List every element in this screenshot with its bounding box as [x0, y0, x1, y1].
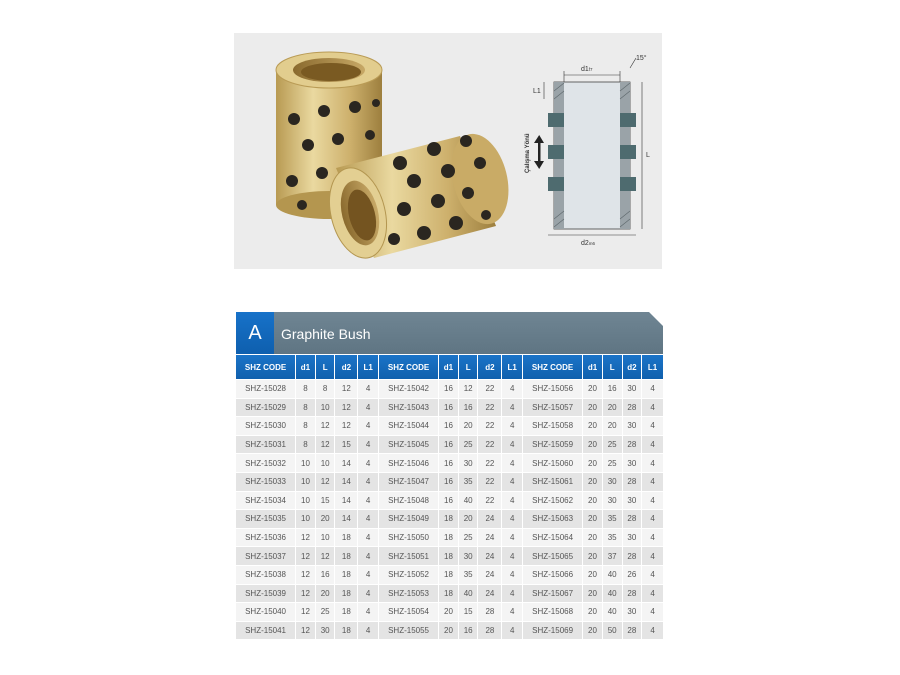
table-cell: 4 — [502, 621, 523, 640]
table-cell: 28 — [623, 509, 643, 528]
table-cell: 30 — [623, 491, 643, 510]
table-cell: 28 — [478, 602, 502, 621]
table-cell: 18 — [439, 584, 459, 603]
table-cell: 28 — [623, 472, 643, 491]
table-cell: 8 — [296, 416, 316, 435]
table-cell: 25 — [603, 453, 623, 472]
table-cell: SHZ-15033 — [236, 472, 296, 491]
table-row — [236, 546, 663, 565]
table-cell: SHZ-15032 — [236, 453, 296, 472]
table-cell: 22 — [478, 398, 502, 417]
table-cell: 10 — [296, 453, 316, 472]
table-cell: SHZ-15034 — [236, 491, 296, 510]
table-cell: 24 — [478, 509, 502, 528]
table-cell: 4 — [502, 509, 523, 528]
table-cell: 28 — [623, 546, 643, 565]
table-cell: 15 — [335, 435, 358, 454]
table-cell: 12 — [316, 546, 336, 565]
table-cell: 16 — [316, 565, 336, 584]
table-cell: SHZ-15055 — [379, 621, 439, 640]
table-cell: SHZ-15054 — [379, 602, 439, 621]
table-cell: 4 — [502, 491, 523, 510]
table-cell: 4 — [642, 602, 663, 621]
table-cell: SHZ-15050 — [379, 528, 439, 547]
table-cell: 15 — [459, 602, 479, 621]
table-cell: 4 — [502, 435, 523, 454]
table-cell: 12 — [296, 602, 316, 621]
table-cell: SHZ-15047 — [379, 472, 439, 491]
table-cell: 4 — [642, 528, 663, 547]
table-row — [236, 602, 663, 621]
table-cell: SHZ-15067 — [523, 584, 583, 603]
table-cell: 20 — [583, 398, 603, 417]
table-cell: SHZ-15058 — [523, 416, 583, 435]
table-cell: 4 — [642, 416, 663, 435]
table-cell: 20 — [316, 584, 336, 603]
column-header: d1 — [296, 354, 316, 379]
table-cell: 16 — [439, 472, 459, 491]
table-cell: 4 — [358, 379, 379, 398]
column-header: d1 — [439, 354, 459, 379]
table-cell: 12 — [316, 435, 336, 454]
table-cell: SHZ-15059 — [523, 435, 583, 454]
table-cell: SHZ-15060 — [523, 453, 583, 472]
table-cell: 4 — [642, 509, 663, 528]
table-row — [236, 565, 663, 584]
table-cell: 4 — [502, 472, 523, 491]
table-cell: SHZ-15064 — [523, 528, 583, 547]
table-cell: 28 — [478, 621, 502, 640]
table-cell: 25 — [316, 602, 336, 621]
table-cell: 4 — [642, 565, 663, 584]
table-cell: 24 — [478, 565, 502, 584]
table-cell: 40 — [603, 602, 623, 621]
table-cell: 50 — [603, 621, 623, 640]
section-header — [236, 312, 663, 354]
table-cell: 35 — [603, 509, 623, 528]
table-cell: 30 — [459, 546, 479, 565]
table-cell: 35 — [459, 565, 479, 584]
graphite-bush-table-panel — [236, 312, 663, 639]
column-header: L1 — [642, 354, 663, 379]
table-cell: 16 — [439, 453, 459, 472]
table-cell: 4 — [642, 546, 663, 565]
section-badge: A — [236, 312, 274, 354]
table-cell: SHZ-15056 — [523, 379, 583, 398]
table-cell: 18 — [439, 528, 459, 547]
table-cell: 24 — [478, 528, 502, 547]
table-cell: 4 — [642, 491, 663, 510]
table-cell: 12 — [335, 398, 358, 417]
table-cell: SHZ-15065 — [523, 546, 583, 565]
table-cell: 20 — [316, 509, 336, 528]
column-header: SHZ CODE — [379, 354, 439, 379]
table-cell: 37 — [603, 546, 623, 565]
table-cell: 14 — [335, 472, 358, 491]
table-cell: 18 — [439, 509, 459, 528]
table-cell: SHZ-15028 — [236, 379, 296, 398]
table-header-row — [236, 354, 663, 379]
column-header: d2 — [478, 354, 502, 379]
table-cell: 20 — [583, 453, 603, 472]
table-cell: 4 — [502, 584, 523, 603]
table-cell: 16 — [439, 379, 459, 398]
table-cell: 24 — [478, 546, 502, 565]
table-row — [236, 584, 663, 603]
table-cell: 10 — [296, 472, 316, 491]
table-cell: 30 — [623, 453, 643, 472]
table-cell: 4 — [358, 528, 379, 547]
table-cell: 14 — [335, 509, 358, 528]
table-cell: 4 — [642, 584, 663, 603]
table-cell: 16 — [459, 621, 479, 640]
table-cell: 12 — [296, 528, 316, 547]
column-header: d2 — [623, 354, 643, 379]
column-header: L — [603, 354, 623, 379]
table-cell: 20 — [583, 509, 603, 528]
table-cell: 4 — [502, 602, 523, 621]
table-cell: 12 — [335, 416, 358, 435]
table-cell: 4 — [358, 584, 379, 603]
table-cell: 30 — [623, 416, 643, 435]
table-cell: 4 — [358, 472, 379, 491]
table-cell: 22 — [478, 491, 502, 510]
table-cell: 12 — [296, 584, 316, 603]
d1-label: d1f7 — [581, 66, 593, 73]
table-row — [236, 379, 663, 398]
table-cell: 40 — [603, 565, 623, 584]
table-cell: 12 — [296, 565, 316, 584]
table-cell: 18 — [335, 602, 358, 621]
table-row — [236, 472, 663, 491]
table-cell: 20 — [583, 565, 603, 584]
table-cell: SHZ-15029 — [236, 398, 296, 417]
table-cell: SHZ-15042 — [379, 379, 439, 398]
table-cell: 16 — [439, 435, 459, 454]
table-cell: SHZ-15035 — [236, 509, 296, 528]
table-cell: 20 — [583, 379, 603, 398]
table-row — [236, 453, 663, 472]
table-cell: 30 — [623, 379, 643, 398]
table-cell: 15 — [316, 491, 336, 510]
table-cell: 12 — [335, 379, 358, 398]
table-row — [236, 528, 663, 547]
table-cell: 16 — [439, 398, 459, 417]
table-cell: 4 — [358, 565, 379, 584]
table-cell: 18 — [439, 565, 459, 584]
table-cell: SHZ-15048 — [379, 491, 439, 510]
table-cell: SHZ-15066 — [523, 565, 583, 584]
table-cell: 26 — [623, 565, 643, 584]
table-cell: 28 — [623, 584, 643, 603]
table-cell: 4 — [502, 398, 523, 417]
table-cell: 20 — [583, 435, 603, 454]
dimensions-table — [236, 354, 663, 639]
table-cell: SHZ-15051 — [379, 546, 439, 565]
table-cell: 4 — [502, 416, 523, 435]
table-cell: 30 — [623, 602, 643, 621]
table-cell: 4 — [502, 546, 523, 565]
table-cell: 4 — [642, 472, 663, 491]
table-cell: 18 — [335, 528, 358, 547]
column-header: d1 — [583, 354, 603, 379]
table-cell: 8 — [296, 435, 316, 454]
table-cell: SHZ-15039 — [236, 584, 296, 603]
table-cell: 4 — [358, 602, 379, 621]
table-cell: SHZ-15052 — [379, 565, 439, 584]
table-cell: 12 — [459, 379, 479, 398]
table-cell: 22 — [478, 416, 502, 435]
table-cell: 20 — [583, 416, 603, 435]
table-cell: 10 — [316, 398, 336, 417]
table-cell: 4 — [502, 379, 523, 398]
table-cell: 20 — [439, 621, 459, 640]
table-body — [236, 379, 663, 639]
direction-arrow-icon — [534, 135, 544, 169]
table-cell: 4 — [642, 453, 663, 472]
table-cell: SHZ-15053 — [379, 584, 439, 603]
table-cell: 4 — [358, 491, 379, 510]
table-row — [236, 416, 663, 435]
table-cell: 18 — [439, 546, 459, 565]
table-cell: 25 — [603, 435, 623, 454]
table-cell: SHZ-15061 — [523, 472, 583, 491]
table-cell: SHZ-15069 — [523, 621, 583, 640]
table-cell: 20 — [583, 621, 603, 640]
table-cell: 10 — [316, 453, 336, 472]
table-cell: 20 — [583, 602, 603, 621]
table-row — [236, 398, 663, 417]
table-cell: SHZ-15043 — [379, 398, 439, 417]
table-cell: 14 — [335, 491, 358, 510]
table-cell: SHZ-15068 — [523, 602, 583, 621]
table-cell: 28 — [623, 435, 643, 454]
table-cell: 20 — [459, 509, 479, 528]
chamfer-label: 15° — [636, 55, 647, 62]
table-cell: 12 — [296, 621, 316, 640]
column-header: L1 — [502, 354, 523, 379]
table-cell: 30 — [623, 528, 643, 547]
table-cell: 4 — [358, 621, 379, 640]
table-cell: 20 — [459, 416, 479, 435]
table-cell: 14 — [335, 453, 358, 472]
table-cell: 24 — [478, 584, 502, 603]
product-illustration — [234, 33, 662, 269]
table-cell: 25 — [459, 528, 479, 547]
table-cell: 8 — [296, 398, 316, 417]
table-cell: 16 — [459, 398, 479, 417]
table-cell: 18 — [335, 621, 358, 640]
table-cell: SHZ-15030 — [236, 416, 296, 435]
column-header: L — [316, 354, 336, 379]
table-cell: 20 — [439, 602, 459, 621]
table-cell: 8 — [316, 379, 336, 398]
column-header: SHZ CODE — [523, 354, 583, 379]
l-label: L — [646, 152, 650, 159]
table-cell: 10 — [296, 491, 316, 510]
table-cell: 12 — [316, 472, 336, 491]
table-cell: 25 — [459, 435, 479, 454]
table-cell: 4 — [358, 435, 379, 454]
table-cell: SHZ-15037 — [236, 546, 296, 565]
table-cell: 4 — [642, 621, 663, 640]
column-header: SHZ CODE — [236, 354, 296, 379]
table-cell: SHZ-15036 — [236, 528, 296, 547]
table-cell: SHZ-15046 — [379, 453, 439, 472]
table-cell: 4 — [502, 528, 523, 547]
section-title: Graphite Bush — [281, 326, 371, 342]
table-cell: 4 — [358, 416, 379, 435]
d2-label: d2m6 — [581, 240, 596, 247]
table-cell: 18 — [335, 565, 358, 584]
table-cell: 20 — [583, 584, 603, 603]
table-cell: 20 — [583, 472, 603, 491]
table-cell: SHZ-15045 — [379, 435, 439, 454]
table-cell: 30 — [603, 491, 623, 510]
table-cell: 4 — [642, 398, 663, 417]
table-cell: 4 — [502, 565, 523, 584]
table-cell: 20 — [583, 546, 603, 565]
table-cell: 22 — [478, 379, 502, 398]
table-cell: 20 — [583, 528, 603, 547]
table-row — [236, 621, 663, 640]
table-cell: 30 — [316, 621, 336, 640]
table-cell: 20 — [603, 398, 623, 417]
table-cell: 4 — [642, 379, 663, 398]
header-corner-fold — [649, 312, 663, 326]
table-cell: 16 — [603, 379, 623, 398]
table-row — [236, 509, 663, 528]
table-cell: 4 — [502, 453, 523, 472]
table-row — [236, 491, 663, 510]
table-cell: SHZ-15063 — [523, 509, 583, 528]
table-cell: 4 — [358, 453, 379, 472]
column-header: L — [459, 354, 479, 379]
table-cell: 35 — [603, 528, 623, 547]
table-cell: 28 — [623, 621, 643, 640]
table-cell: 22 — [478, 472, 502, 491]
table-cell: 4 — [642, 435, 663, 454]
product-image-panel — [234, 33, 662, 269]
table-cell: 40 — [459, 584, 479, 603]
table-cell: 20 — [583, 491, 603, 510]
table-cell: SHZ-15040 — [236, 602, 296, 621]
table-cell: 18 — [335, 546, 358, 565]
table-cell: 22 — [478, 453, 502, 472]
technical-drawing — [525, 54, 650, 247]
table-cell: SHZ-15031 — [236, 435, 296, 454]
table-cell: 40 — [603, 584, 623, 603]
table-cell: 8 — [296, 379, 316, 398]
table-cell: 18 — [335, 584, 358, 603]
table-cell: 4 — [358, 546, 379, 565]
table-cell: 40 — [459, 491, 479, 510]
table-cell: SHZ-15038 — [236, 565, 296, 584]
table-row — [236, 435, 663, 454]
table-cell: 16 — [439, 416, 459, 435]
table-cell: SHZ-15057 — [523, 398, 583, 417]
table-cell: 16 — [439, 491, 459, 510]
table-cell: 20 — [603, 416, 623, 435]
l1-label: L1 — [533, 88, 541, 95]
table-cell: 28 — [623, 398, 643, 417]
direction-label: Çalışma Yönü — [525, 133, 531, 173]
table-cell: 10 — [296, 509, 316, 528]
table-cell: 30 — [603, 472, 623, 491]
column-header: d2 — [335, 354, 358, 379]
table-cell: 30 — [459, 453, 479, 472]
table-cell: 4 — [358, 509, 379, 528]
table-cell: 12 — [296, 546, 316, 565]
table-cell: SHZ-15049 — [379, 509, 439, 528]
table-cell: SHZ-15062 — [523, 491, 583, 510]
table-cell: SHZ-15044 — [379, 416, 439, 435]
table-cell: 4 — [358, 398, 379, 417]
table-cell: 35 — [459, 472, 479, 491]
table-cell: 10 — [316, 528, 336, 547]
table-cell: 12 — [316, 416, 336, 435]
column-header: L1 — [358, 354, 379, 379]
table-cell: 22 — [478, 435, 502, 454]
table-cell: SHZ-15041 — [236, 621, 296, 640]
